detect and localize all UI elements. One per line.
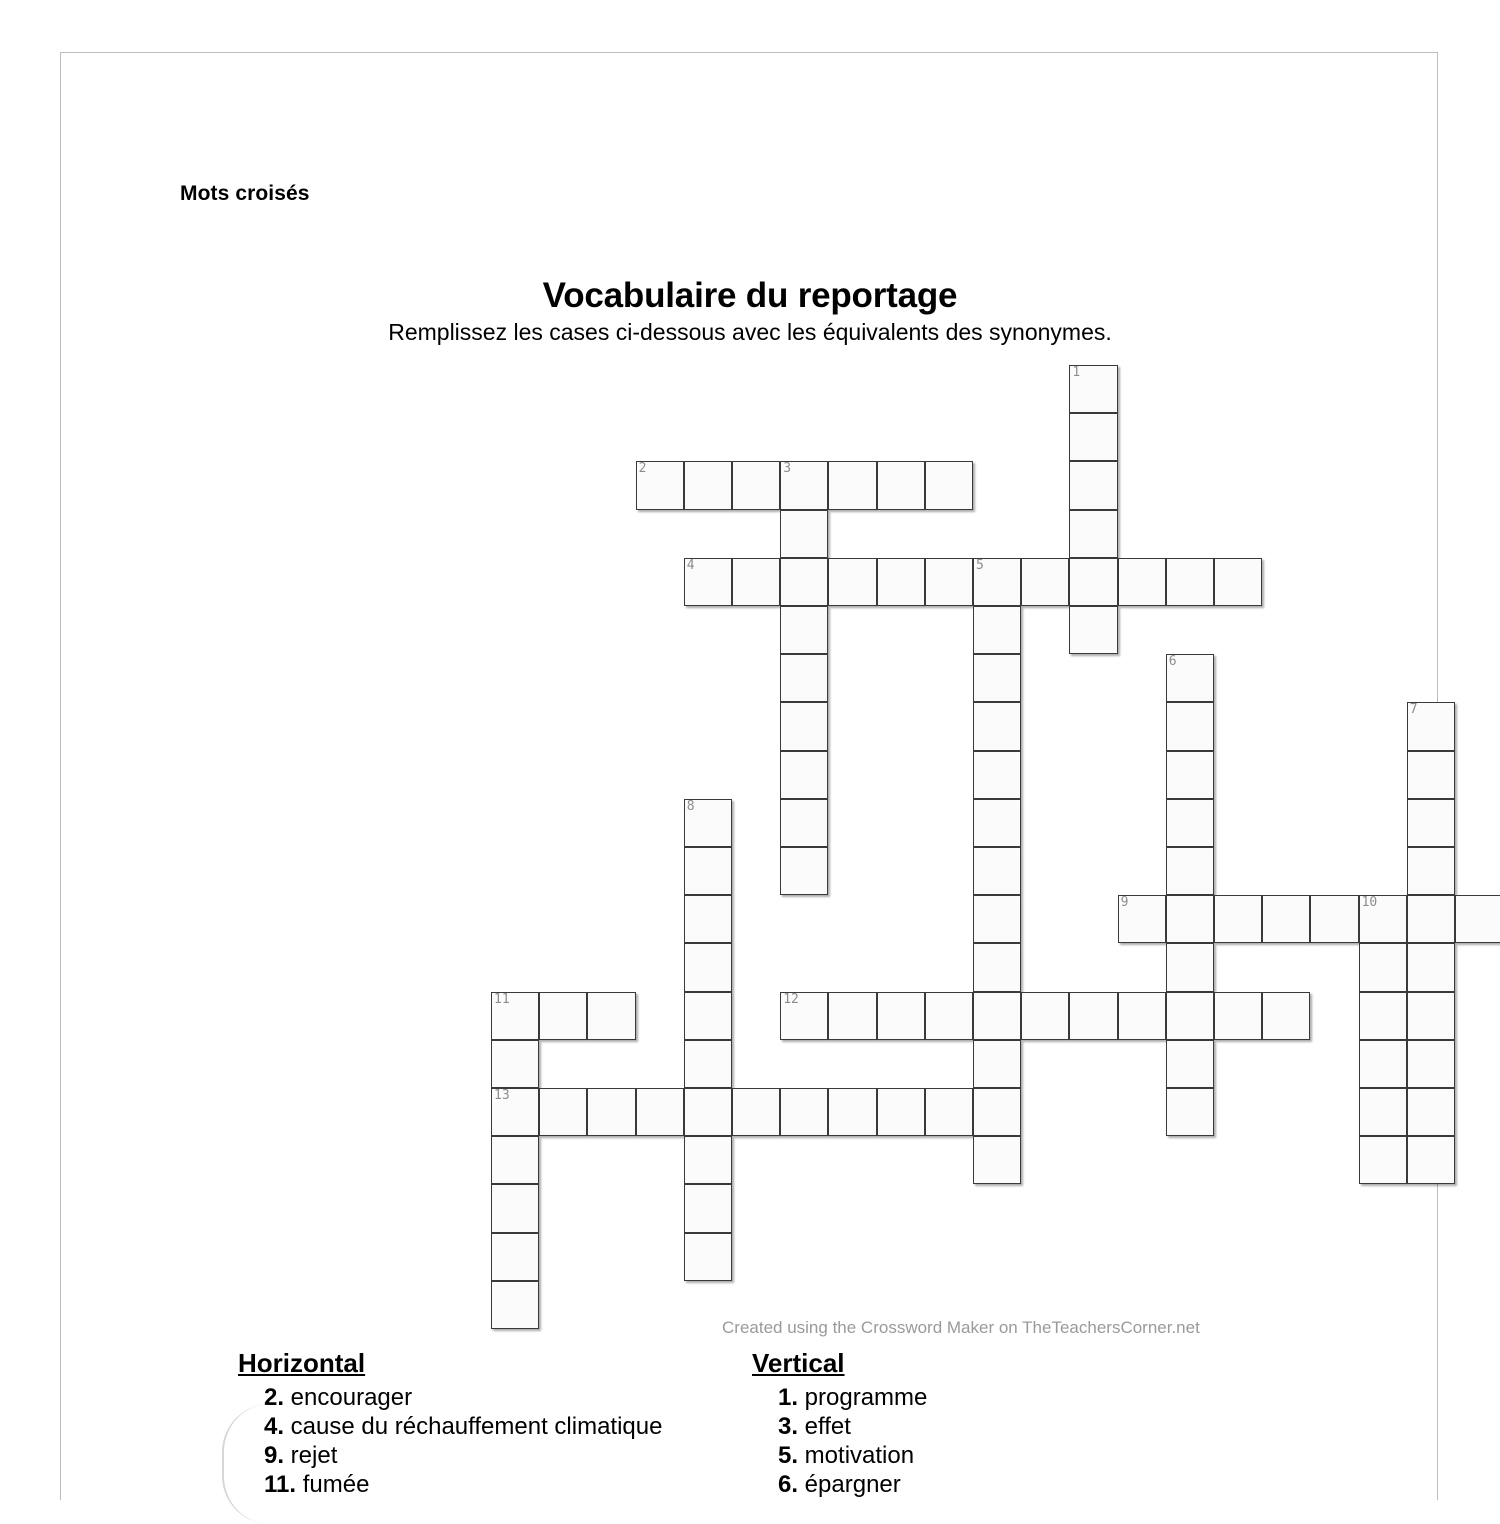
- cell-number: 13: [494, 1088, 510, 1103]
- cell-number: 9: [1120, 895, 1129, 911]
- grid-cell[interactable]: [1455, 895, 1500, 943]
- grid-cell[interactable]: [1262, 895, 1310, 943]
- grid-cell[interactable]: [1214, 895, 1262, 943]
- grid-cell[interactable]: [1166, 847, 1214, 895]
- grid-cell[interactable]: [1166, 1040, 1214, 1088]
- cell-number: 12: [783, 991, 799, 1007]
- grid-cell[interactable]: [973, 992, 1021, 1040]
- clues-across-heading: Horizontal: [238, 1348, 366, 1378]
- grid-cell[interactable]: [1166, 943, 1214, 991]
- puzzle-subtitle: Remplissez les cases ci-dessous avec les équivalents des synonymes.: [388, 319, 1112, 345]
- grid-cell[interactable]: [1021, 992, 1069, 1040]
- puzzle-title: Vocabulaire du reportage: [542, 276, 958, 315]
- grid-cell[interactable]: [780, 702, 828, 750]
- clue-text: épargner: [798, 1471, 901, 1498]
- clue-text: fumée: [296, 1471, 370, 1498]
- grid-cell[interactable]: [973, 702, 1021, 750]
- grid-cell[interactable]: [1359, 1040, 1407, 1088]
- grid-cell[interactable]: [1166, 895, 1214, 943]
- grid-cell[interactable]: [539, 992, 587, 1040]
- grid-cell[interactable]: [1069, 413, 1117, 461]
- grid-cell[interactable]: [491, 1281, 539, 1329]
- grid-cell[interactable]: [925, 1088, 973, 1136]
- grid-cell[interactable]: [1069, 558, 1117, 606]
- grid-cell[interactable]: [732, 461, 780, 509]
- grid-cell[interactable]: [1214, 992, 1262, 1040]
- grid-cell[interactable]: [684, 1088, 732, 1136]
- grid-cell[interactable]: [780, 654, 828, 702]
- grid-cell[interactable]: [780, 751, 828, 799]
- grid-cell[interactable]: [1166, 799, 1214, 847]
- grid-cell[interactable]: [1407, 847, 1455, 895]
- grid-cell[interactable]: [491, 1040, 539, 1088]
- clue-item: [264, 1470, 662, 1499]
- grid-cell[interactable]: [877, 461, 925, 509]
- grid-cell[interactable]: [973, 847, 1021, 895]
- document-heading: Mots croisés: [180, 182, 310, 205]
- grid-cell[interactable]: [973, 895, 1021, 943]
- grid-cell[interactable]: [684, 558, 732, 606]
- grid-cell[interactable]: [925, 558, 973, 606]
- clue-number: 3.: [778, 1413, 799, 1440]
- grid-cell[interactable]: [1262, 992, 1310, 1040]
- clue-item: [778, 1412, 927, 1441]
- grid-cell[interactable]: [684, 1040, 732, 1088]
- grid-cell[interactable]: [828, 461, 876, 509]
- grid-cell[interactable]: [973, 558, 1021, 606]
- grid-cell[interactable]: [1407, 1088, 1455, 1136]
- grid-cell[interactable]: [491, 1233, 539, 1281]
- clue-number: 4.: [264, 1413, 285, 1440]
- clues-down-list: [752, 1383, 927, 1499]
- grid-cell[interactable]: [1214, 558, 1262, 606]
- grid-cell[interactable]: [973, 1088, 1021, 1136]
- grid-cell[interactable]: [1407, 943, 1455, 991]
- grid-cell[interactable]: [1359, 943, 1407, 991]
- grid-cell[interactable]: [491, 1136, 539, 1184]
- grid-cell[interactable]: [828, 558, 876, 606]
- clue-item: [264, 1441, 662, 1470]
- grid-cell[interactable]: [877, 1088, 925, 1136]
- grid-cell[interactable]: [684, 1233, 732, 1281]
- grid-cell[interactable]: [636, 461, 684, 509]
- grid-cell[interactable]: [491, 1184, 539, 1232]
- grid-cell[interactable]: [877, 992, 925, 1040]
- grid-cell[interactable]: [973, 751, 1021, 799]
- grid-cell[interactable]: [1021, 558, 1069, 606]
- grid-cell[interactable]: [1166, 654, 1214, 702]
- grid-cell[interactable]: [780, 606, 828, 654]
- grid-cell[interactable]: [925, 461, 973, 509]
- grid-cell[interactable]: [1407, 1040, 1455, 1088]
- grid-cell[interactable]: [684, 847, 732, 895]
- cell-number: 2: [638, 461, 647, 477]
- grid-cell[interactable]: [973, 606, 1021, 654]
- grid-cell[interactable]: [925, 992, 973, 1040]
- grid-cell[interactable]: [1166, 751, 1214, 799]
- grid-cell[interactable]: [780, 558, 828, 606]
- clues-across-list: [238, 1383, 662, 1499]
- grid-cell[interactable]: [1069, 365, 1117, 413]
- grid-cell[interactable]: [973, 654, 1021, 702]
- grid-cell[interactable]: [1118, 895, 1166, 943]
- grid-cell[interactable]: [1359, 895, 1407, 943]
- grid-cell[interactable]: [1407, 895, 1455, 943]
- clue-number: 6.: [778, 1471, 799, 1498]
- cell-number: 7: [1409, 702, 1418, 718]
- grid-cell[interactable]: [684, 1136, 732, 1184]
- grid-cell[interactable]: [1166, 1088, 1214, 1136]
- clue-item: [264, 1412, 662, 1441]
- grid-cell[interactable]: [828, 1088, 876, 1136]
- clue-text: encourager: [284, 1384, 413, 1411]
- grid-cell[interactable]: [973, 1136, 1021, 1184]
- cell-number: 5: [976, 557, 984, 573]
- grid-cell[interactable]: [1069, 606, 1117, 654]
- grid-cell[interactable]: [732, 558, 780, 606]
- grid-cell[interactable]: [877, 558, 925, 606]
- grid-cell[interactable]: [1359, 1088, 1407, 1136]
- grid-cell[interactable]: [636, 1088, 684, 1136]
- grid-cell[interactable]: [732, 1088, 780, 1136]
- grid-cell[interactable]: [1166, 992, 1214, 1040]
- grid-cell[interactable]: [684, 461, 732, 509]
- grid-cell[interactable]: [780, 1088, 828, 1136]
- clue-text: motivation: [798, 1442, 915, 1469]
- clue-text: effet: [798, 1413, 851, 1440]
- cell-number: 10: [1361, 895, 1378, 911]
- grid-cell[interactable]: [780, 799, 828, 847]
- grid-cell[interactable]: [973, 1040, 1021, 1088]
- grid-cell[interactable]: [1166, 558, 1214, 606]
- grid-cell[interactable]: [1118, 558, 1166, 606]
- cell-number: 6: [1168, 654, 1177, 670]
- grid-cell[interactable]: [684, 943, 732, 991]
- grid-cell[interactable]: [973, 943, 1021, 991]
- grid-cell[interactable]: [1359, 1136, 1407, 1184]
- clue-item: [778, 1470, 927, 1499]
- grid-cell[interactable]: [1359, 992, 1407, 1040]
- grid-cell[interactable]: [1407, 799, 1455, 847]
- clue-number: 1.: [778, 1384, 799, 1411]
- clue-item: [778, 1383, 927, 1412]
- grid-cell[interactable]: [780, 847, 828, 895]
- clues-across-section: [238, 1348, 662, 1499]
- grid-cell[interactable]: [539, 1088, 587, 1136]
- grid-cell[interactable]: [684, 1184, 732, 1232]
- clue-text: rejet: [284, 1442, 338, 1469]
- clue-text: cause du réchauffement climatique: [284, 1413, 663, 1440]
- cell-number: 1: [1072, 365, 1081, 380]
- grid-cell[interactable]: [780, 461, 828, 509]
- grid-cell[interactable]: [684, 799, 732, 847]
- grid-cell[interactable]: [1069, 510, 1117, 558]
- clues-down-heading: Vertical: [752, 1348, 845, 1378]
- grid-cell[interactable]: [1310, 895, 1358, 943]
- grid-cell[interactable]: [1407, 992, 1455, 1040]
- grid-cell[interactable]: [587, 992, 635, 1040]
- grid-cell[interactable]: [780, 992, 828, 1040]
- cell-number: 11: [494, 991, 510, 1007]
- grid-cell[interactable]: [1118, 992, 1166, 1040]
- cell-number: 4: [686, 557, 695, 573]
- grid-cell[interactable]: [684, 895, 732, 943]
- grid-cell[interactable]: [973, 799, 1021, 847]
- cell-number: 8: [686, 798, 695, 814]
- clue-number: 2.: [264, 1384, 285, 1411]
- grid-cell[interactable]: [587, 1088, 635, 1136]
- clue-item: [264, 1383, 662, 1412]
- clue-item: [778, 1441, 927, 1470]
- clues-down-section: [752, 1348, 927, 1499]
- clue-text: programme: [798, 1384, 928, 1411]
- grid-cell[interactable]: [780, 510, 828, 558]
- cell-number: 3: [783, 461, 792, 477]
- grid-cell[interactable]: [828, 992, 876, 1040]
- grid-cell[interactable]: [1069, 992, 1117, 1040]
- grid-cell[interactable]: [1407, 1136, 1455, 1184]
- grid-cell[interactable]: [1407, 702, 1455, 750]
- grid-cell[interactable]: [491, 1088, 539, 1136]
- credit-line: Created using the Crossword Maker on TheTeachersCorner.net: [722, 1318, 1200, 1337]
- grid-cell[interactable]: [1166, 702, 1214, 750]
- clue-number: 5.: [778, 1442, 799, 1469]
- clue-number: 9.: [264, 1442, 285, 1469]
- grid-cell[interactable]: [1069, 461, 1117, 509]
- grid-cell[interactable]: [491, 992, 539, 1040]
- clue-number: 11.: [264, 1471, 297, 1498]
- grid-cell[interactable]: [684, 992, 732, 1040]
- grid-cell[interactable]: [1407, 751, 1455, 799]
